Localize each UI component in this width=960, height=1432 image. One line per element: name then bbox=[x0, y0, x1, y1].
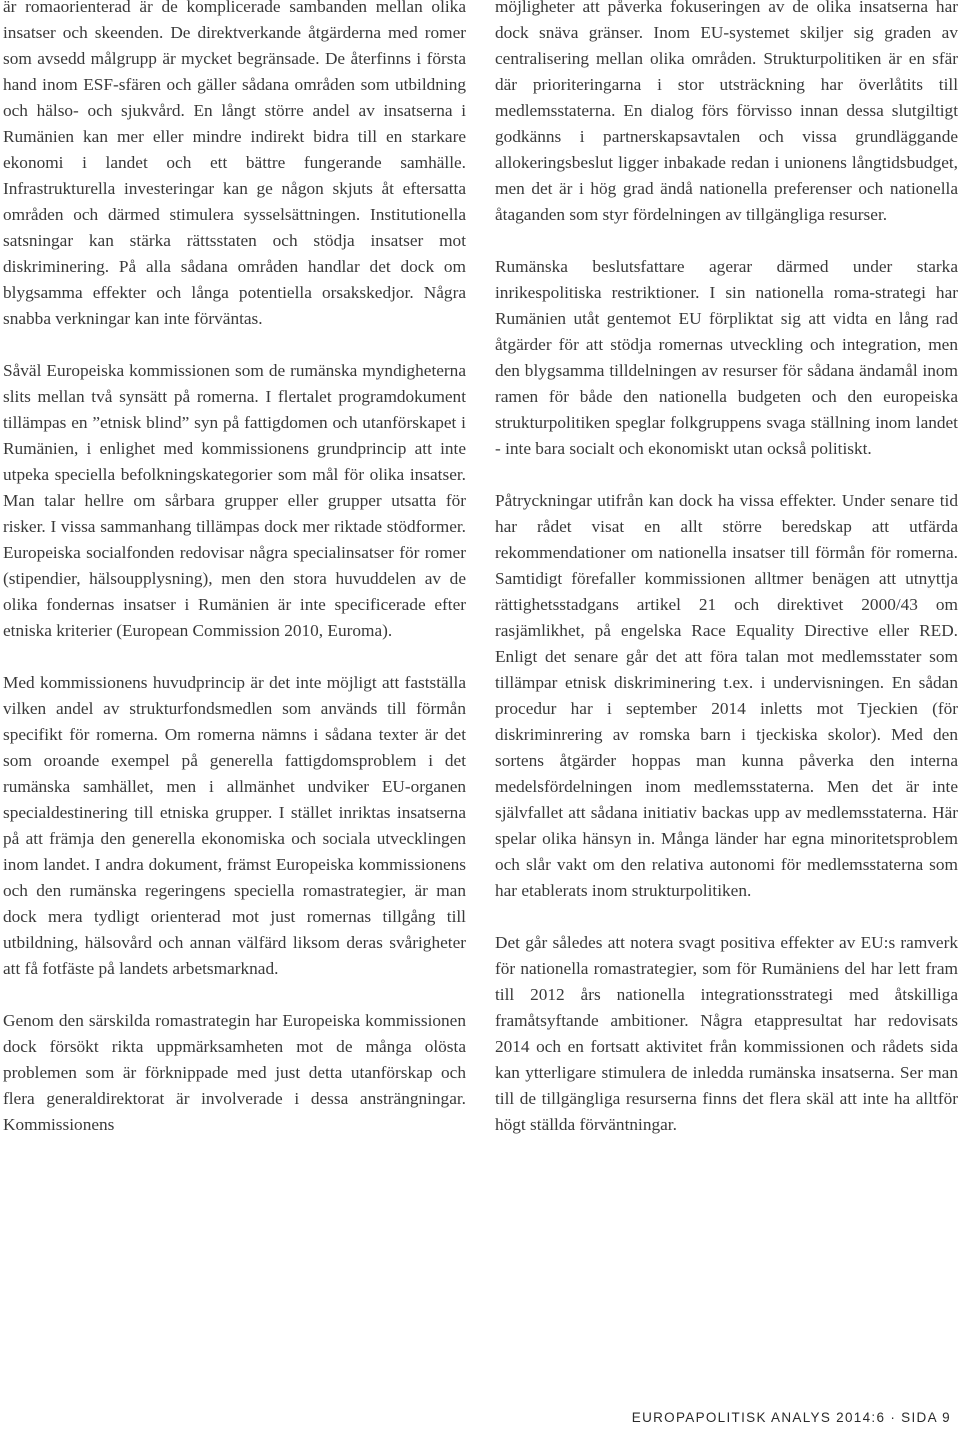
paragraph: Rumänska beslutsfattare agerar därmed under starka inrikespolitiska restriktioner. I sin nationella roma-strategi har Rumänien utåt gentemot EU förpliktat sig att vidta en lång rad åtgärder för att stödja romernas utveckling och integration, men den blygsamma tilldelningen av resurser för sådana ändamål inom ramen för både den nationella budgeten och den europeiska strukturpolitiken speglar folkgruppens svaga ställning inom landet - inte bara socialt och ekonomiskt utan också politiskt. bbox=[495, 257, 958, 458]
paragraph: möjligheter att påverka fokuseringen av de olika insatserna har dock snäva gränser. Inom EU-systemet skiljer sig graden av centralisering mellan olika områden. Strukturpolitiken är en sfär där prioriteringarna i stor utsträckning har överlåtits till medlemsstaterna. En dialog förs förvisso innan dessa slutgiltigt godkänns i partnerskapsavtalen och vissa grundläggande allokeringsbeslut ligger inbakade redan i unionens långtidsbudget, men det är i hög grad ändå nationella preferenser och nationella åtaganden som styr fördelningen av tillgängliga resurser. bbox=[495, 0, 958, 224]
left-column bbox=[3, 0, 466, 1164]
paragraph: Genom den särskilda romastrategin har Europeiska kommissionen dock försökt rikta uppmärksamheten mot de många olösta problemen som är förknippade med just detta utanförskap och flera generaldirektorat är involverade i dessa ansträngningar. Kommissionens bbox=[3, 1011, 466, 1134]
paragraph: Det går således att notera svagt positiva effekter av EU:s ramverk för nationella romastrategier, som för Rumäniens del har lett fram till 2012 års nationella integrationsstrategi med åtskilliga framåtsyftande ambitioner. Några etappresultat har redovisats 2014 och en fortsatt aktivitet från kommissionen och rådets sida kan ytterligare stimulera de inledda rumänska insatserna. Ser man till de tillgängliga resurserna finns det flera skäl att inte ha alltför högt ställda förväntningar. bbox=[495, 933, 958, 1134]
paragraph: Såväl Europeiska kommissionen som de rumänska myndigheterna slits mellan två synsätt på romerna. I flertalet programdokument tillämpas en ”etnisk blind” syn på fattigdomen och utanförskapet i Rumänien, i enlighet med kommissionens grundprincip att inte utpeka speciella befolkningskategorier som mål för olika insatser. Man talar hellre om sårbara grupper eller grupper utsatta för risker. I vissa sammanhang tillämpas dock mer riktade stödformer. Europeiska socialfonden redovisar några specialinsatser för romer (stipendier, hälsoupplysning), men den stora huvuddelen av de olika fondernas insatser i Rumänien är inte specificerade efter etniska kriterier (European Commission 2010, Euroma). bbox=[3, 361, 466, 640]
page-footer: EUROPAPOLITISK ANALYS 2014:6 · SIDA 9 bbox=[631, 1410, 951, 1425]
paragraph: Påtryckningar utifrån kan dock ha vissa effekter. Under senare tid har rådet visat en allt större beredskap att utfärda rekommendationer om nationella insatser till förmån för romerna. Samtidigt förefaller kommissionen alltmer benägen att utnyttja rättighetsstadgans artikel 21 och direktivet 2000/43 om rasjämlikhet, på engelska Race Equality Directive eller RED. Enligt det senare går det att föra talan mot medlemsstater som tillämpar etnisk diskriminering t.ex. i undervisningen. En sådan procedur har i september 2014 inletts mot Tjeckien (för diskriminrering av romska barn i tjeckiska skolor). Med den sortens åtgärder hoppas man kunna påverka den interna medelsfördelningen inom medlemsstaterna. Men det är inte självfallet att sådana initiativ backas upp av medlemsstaterna. Här spelar olika hänsyn in. Många länder har egna minoritetsproblem och slår vakt om den relativa autonomi för medlemsstaterna som har etablerats inom strukturpolitiken. bbox=[495, 491, 958, 900]
paragraph: Med kommissionens huvudprincip är det inte möjligt att fastställa vilken andel av strukturfondsmedlen som används till förmån specifikt för romerna. Om romerna nämns i sådana texter är det som oroande exempel på generella fattigdomsproblem i det rumänska samhället, men i allmänhet undviker EU-organen specialdestinering till etniska grupper. I stället inriktas insatserna på att främja den generella ekonomiska och sociala utvecklingen inom landet. I andra dokument, främst Europeiska kommissionens och den rumänska regeringens speciella romastrategier, är man dock mera tydligt orienterad mot just romernas tillgång till utbildning, hälsovård och annan välfärd liksom deras svårigheter att få fotfäste på landets arbetsmarknad. bbox=[3, 673, 466, 978]
right-column bbox=[495, 0, 958, 1164]
paragraph: är romaorienterad är de komplicerade sambanden mellan olika insatser och skeenden. De direktverkande åtgärderna med romer som avsedd målgrupp är mycket begränsade. De återfinns i första hand inom ESF-sfären och gäller sådana områden som utbildning och hälso- och sjukvård. En långt större andel av insatserna i Rumänien kan mer eller mindre indirekt bidra till en starkare ekonomi i landet och ett bättre fungerande samhälle. Infrastrukturella investeringar kan ge någon skjuts åt eftersatta områden och därmed stimulera sysselsättningen. Institutionella satsningar kan stärka rättsstaten och stödja insatser mot diskriminering. På alla sådana områden handlar det dock om blygsamma effekter och långa potentiella orsakskedjor. Några snabba verkningar kan inte förväntas. bbox=[3, 0, 466, 328]
